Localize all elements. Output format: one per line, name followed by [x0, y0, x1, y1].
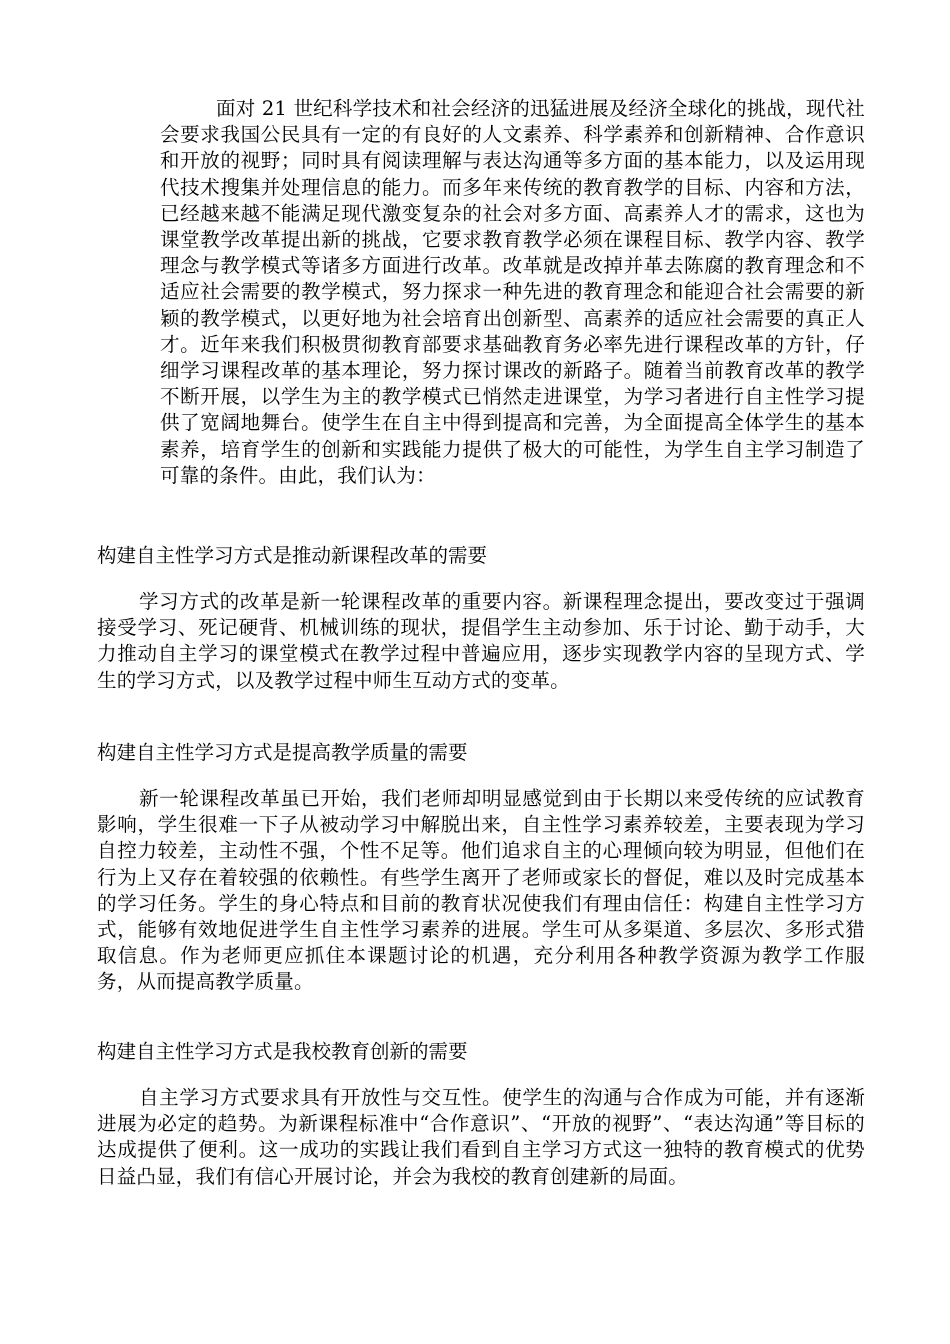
section-curriculum-reform [97, 543, 865, 694]
section-paragraph: 新一轮课程改革虽已开始，我们老师却明显感觉到由于长期以来受传统的应试教育影响，学生很难一下子从被动学习中解脱出来，自主性学习素养较差，主要表现为学习自控力较差，主动性不强，个性不足等。他们追求自主的心理倾向较为明显，但他们在行为上又存在着较强的依赖性。有些学生离开了老师或家长的督促，难以及时完成基本的学习任务。学生的身心特点和目前的教育状况使我们有理由信任：构建自主性学习方式，能够有效地促进学生自主性学习素养的进展。学生可从多渠道、多层次、多形式猎取信息。作为老师更应抓住本课题讨论的机遇，充分利用各种教学资源为教学工作服务，从而提高教学质量。 [97, 787, 865, 994]
section-paragraph: 自主学习方式要求具有开放性与交互性。使学生的沟通与合作成为可能，并有逐渐进展为必定的趋势。为新课程标准中“合作意识”、“开放的视野”、“表达沟通”等目标的达成提供了便利。这一成功的实践让我们看到自主学习方式这一独特的教育模式的优势日益凸显，我们有信心开展讨论，并会为我校的教育创建新的局面。 [97, 1086, 865, 1188]
intro-paragraph: 面对 21 世纪科学技术和社会经济的迅猛进展及经济全球化的挑战，现代社会要求我国公民具有一定的有良好的人文素养、科学素养和创新精神、合作意识和开放的视野；同时具有阅读理解与表达沟通等多方面的基本能力，以及运用现代技术搜集并处理信息的能力。而多年来传统的教育教学的目标、内容和方法，已经越来越不能满足现代激变复杂的社会对多方面、高素养人才的需求，这也为课堂教学改革提出新的挑战，它要求教育教学必须在课程目标、教学内容、教学理念与教学模式等诸多方面进行改革。改革就是改掉并革去陈腐的教育理念和不适应社会需要的教学模式，努力探求一种先进的教育理念和能迎合社会需要的新颖的教学模式，以更好地为社会培育出创新型、高素养的适应社会需要的真正人才。近年来我们积极贯彻教育部要求基础教育务必率先进行课程改革的方针，仔细学习课程改革的基本理论，努力探讨课改的新路子。随着当前教育改革的教学不断开展，以学生为主的教学模式已悄然走进课堂，为学习者进行自主性学习提供了宽阔地舞台。使学生在自主中得到提高和完善，为全面提高全体学生的基本素养，培育学生的创新和实践能力提供了极大的可能性，为学生自主学习制造了可靠的条件。由此，我们认为： [160, 97, 865, 487]
section-paragraph: 学习方式的改革是新一轮课程改革的重要内容。新课程理念提出，要改变过于强调接受学习、死记硬背、机械训练的现状，提倡学生主动参加、乐于讨论、勤于动手，大力推动自主学习的课堂模式在教学过程中普遍应用，逐步实现教学内容的呈现方式、学生的学习方式，以及教学过程中师生互动方式的变革。 [97, 590, 865, 692]
section-school-innovation [97, 1039, 865, 1190]
section-heading: 构建自主性学习方式是推动新课程改革的需要 [97, 544, 488, 567]
section-heading: 构建自主性学习方式是提高教学质量的需要 [97, 741, 468, 764]
section-teaching-quality [97, 740, 865, 996]
section-heading: 构建自主性学习方式是我校教育创新的需要 [97, 1040, 468, 1063]
